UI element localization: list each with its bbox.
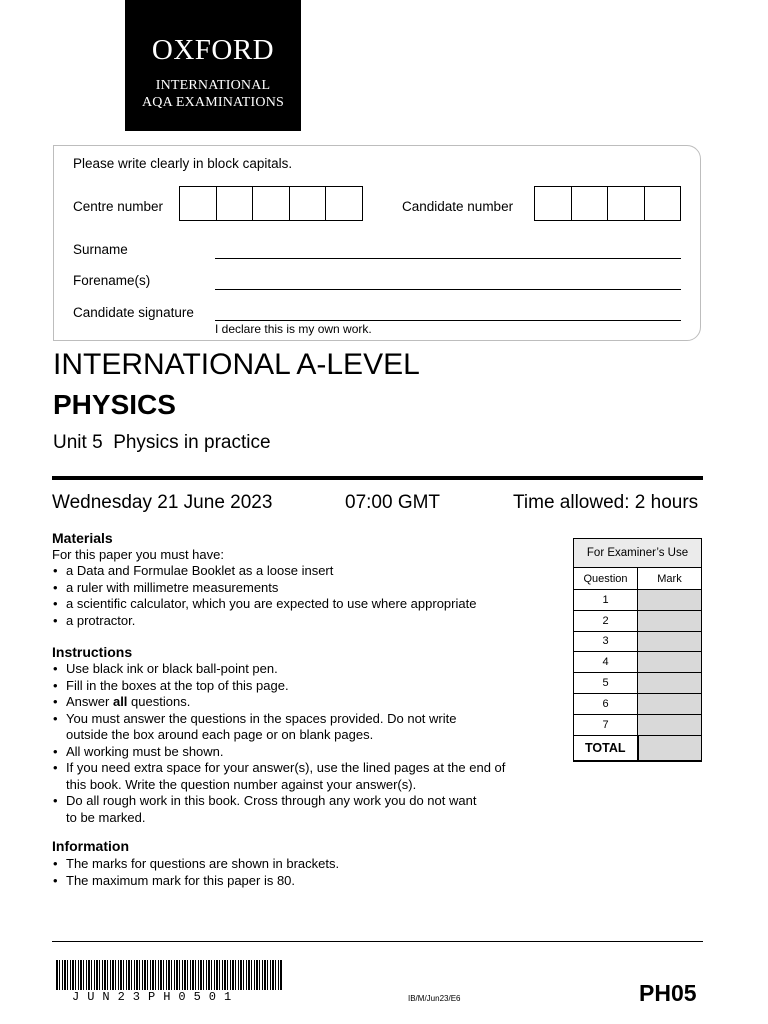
question-number: 7 — [574, 714, 638, 735]
surname-label: Surname — [73, 242, 128, 257]
item-line: this book. Write the question number against your answer(s). — [66, 776, 417, 792]
list-item: • a protractor. — [52, 613, 476, 630]
title-divider — [52, 476, 703, 480]
list-item — [52, 760, 505, 793]
question-column-header: Question — [574, 568, 638, 590]
mark-cell — [638, 673, 702, 694]
instructions-heading: Instructions — [52, 644, 133, 660]
list-item: • All working must be shown. — [52, 744, 505, 761]
list-item — [52, 793, 505, 826]
footer-reference: IB/M/Jun23/E6 — [408, 994, 461, 1003]
mark-cell — [638, 714, 702, 735]
instructions-list — [52, 661, 505, 826]
total-label: TOTAL — [574, 735, 638, 761]
question-number: 6 — [574, 693, 638, 714]
answer-all-emphasis: all — [112, 694, 128, 709]
information-heading: Information — [52, 838, 129, 854]
mark-cell — [638, 693, 702, 714]
question-number: 1 — [574, 590, 638, 611]
list-item — [52, 694, 505, 711]
signature-label: Candidate signature — [73, 305, 194, 320]
materials-heading: Materials — [52, 530, 113, 546]
materials-intro: For this paper you must have: — [52, 547, 224, 562]
answer-all-pre: Answer — [66, 694, 113, 709]
exam-time: 07:00 GMT — [345, 492, 441, 513]
centre-number-input[interactable] — [179, 186, 363, 221]
answer-all-post: questions. — [127, 694, 191, 709]
qualification-title: INTERNATIONAL A-LEVEL — [53, 348, 420, 381]
examiner-table-title: For Examiner’s Use — [574, 539, 702, 568]
question-number: 3 — [574, 631, 638, 652]
list-item: • a ruler with millimetre measurements — [52, 580, 476, 597]
materials-list — [52, 563, 476, 629]
declaration-text: I declare this is my own work. — [215, 322, 372, 336]
logo-line-1: INTERNATIONAL — [155, 78, 271, 93]
list-item: • a scientific calculator, which you are expected to use where appropriate — [52, 596, 476, 613]
item-line: If you need extra space for your answer(s), use the lined pages at the end of — [66, 760, 506, 775]
logo-wordmark: OXFORD — [151, 34, 275, 66]
information-list — [52, 856, 339, 889]
oxford-aqa-logo — [125, 0, 301, 131]
forename-line[interactable] — [215, 289, 681, 290]
mark-column-header: Mark — [638, 568, 702, 590]
centre-number-label: Centre number — [73, 199, 164, 214]
item-line: Do all rough work in this book. Cross through any work you do not want — [66, 793, 477, 808]
mark-cell — [638, 590, 702, 611]
footer-divider — [52, 941, 703, 942]
paper-code: PH05 — [639, 980, 697, 1006]
question-number: 4 — [574, 652, 638, 673]
item-line: outside the box around each page or on blank pages. — [66, 727, 374, 742]
mark-cell — [638, 610, 702, 631]
forename-label: Forename(s) — [73, 273, 151, 288]
candidate-number-input[interactable] — [534, 186, 681, 221]
total-mark-cell — [638, 735, 702, 761]
list-item: • The maximum mark for this paper is 80. — [52, 873, 339, 890]
block-capitals-instruction: Please write clearly in block capitals. — [73, 156, 293, 171]
list-item: • Fill in the boxes at the top of this page. — [52, 678, 505, 695]
list-item: • a Data and Formulae Booklet as a loose insert — [52, 563, 476, 580]
mark-cell — [638, 631, 702, 652]
barcode — [56, 960, 282, 990]
unit-title: Unit 5 Physics in practice — [53, 432, 271, 453]
exam-date: Wednesday 21 June 2023 — [52, 492, 273, 513]
logo-line-2: AQA EXAMINATIONS — [141, 95, 285, 110]
time-allowed: Time allowed: 2 hours — [513, 492, 699, 513]
signature-line[interactable] — [215, 320, 681, 321]
list-item: • The marks for questions are shown in brackets. — [52, 856, 339, 873]
item-line: to be marked. — [66, 809, 146, 825]
list-item: • Use black ink or black ball-point pen. — [52, 661, 505, 678]
examiner-use-table — [573, 538, 702, 762]
barcode-text: JUN23PH0501 — [72, 990, 240, 1004]
item-line: You must answer the questions in the spaces provided. Do not write — [66, 710, 457, 726]
question-number: 2 — [574, 610, 638, 631]
subject-title: PHYSICS — [53, 389, 176, 420]
candidate-number-label: Candidate number — [402, 199, 514, 214]
list-item — [52, 711, 505, 744]
surname-line[interactable] — [215, 258, 681, 259]
question-number: 5 — [574, 673, 638, 694]
mark-cell — [638, 652, 702, 673]
